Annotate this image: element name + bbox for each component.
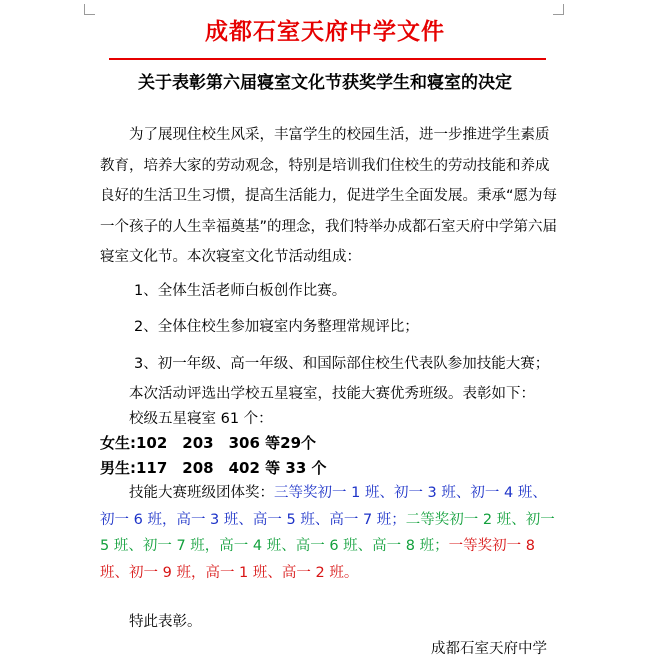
skills-award-paragraph: [100, 480, 558, 586]
activity-item-2: 2、全体住校生参加寝室内务整理常规评比；: [134, 319, 419, 335]
page-corner-mark-left: [84, 4, 95, 15]
page-corner-mark-right: [553, 4, 564, 15]
intro-paragraph: 为了展现住校生风采，丰富学生的校园生活，进一步推进学生素质教育，培养大家的劳动观念，特别是培训我们住校生的劳动技能和养成良好的生活卫生习惯，提高生活能力，促进学生全面发展。秉承“愿为每一个孩子的人生幸福奠基”的理念，我们特举办成都石室天府中学第六届寝室文化节。本次寝室文化节活动组成：: [100, 127, 558, 265]
closing-line: 特此表彰。: [129, 614, 202, 630]
header-red-rule: [109, 58, 546, 60]
document-body: [100, 120, 558, 586]
second-prize-list: 二等奖初一 2 班、初一 5 班、初一 7 班，高一 4 班、高一 6 班、高一 8 班；: [100, 511, 555, 554]
boys-dorm-line: 男生:117 208 402 等 33 个: [100, 458, 327, 477]
five-star-heading: 校级五星寝室 61 个：: [129, 410, 273, 427]
activity-item-3: 3、初一年级、高一年级、和国际部住校生代表队参加技能大赛；: [134, 355, 550, 372]
girls-dorm-line: 女生:102 203 306 等29个: [100, 434, 317, 452]
document-header-title: 成都石室天府中学文件: [205, 18, 445, 45]
third-prize-list: 三等奖初一 1 班、初一 3 班、初一 4 班、初一 6 班，高一 3 班、高一 5 班、高一 7 班；: [100, 485, 547, 528]
activity-item-1: 1、全体生活老师白板创作比赛。: [134, 282, 347, 299]
first-prize-list: 一等奖初一 8 班、初一 9 班，高一 1 班、高一 2 班。: [100, 538, 535, 581]
document-subtitle: 关于表彰第六届寝室文化节获奖学生和寝室的决定: [138, 73, 512, 93]
awards-lead: 技能大赛班级团体奖：: [129, 485, 274, 501]
signature-school-name: 成都石室天府中学: [431, 641, 547, 657]
selection-sentence: 本次活动评选出学校五星寝室，技能大赛优秀班级。表彰如下：: [129, 386, 535, 402]
